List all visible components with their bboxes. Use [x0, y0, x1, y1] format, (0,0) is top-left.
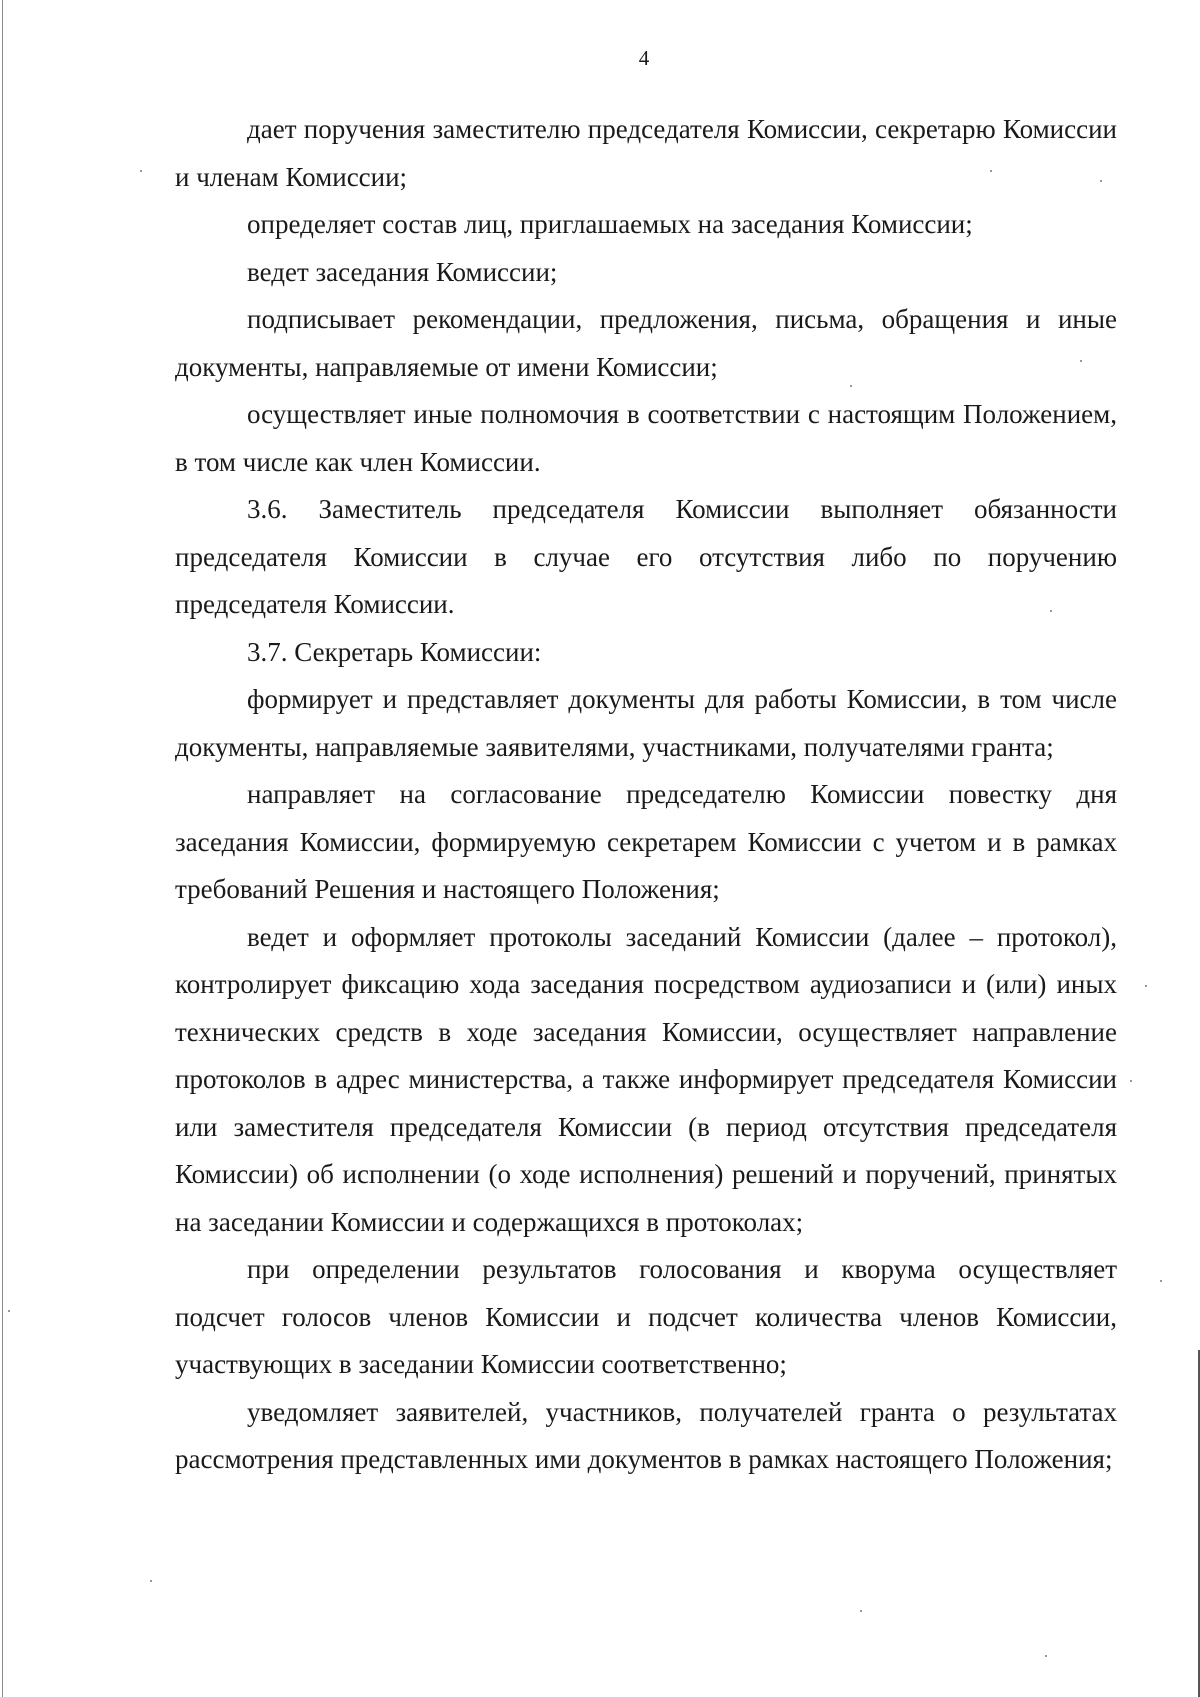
- paragraph: при определении результатов голосования и кворума осуществляет подсчет голосов членов Комиссии и подсчет количества членов Комиссии, участвующих в заседании Комиссии соответственно;: [175, 1254, 1117, 1379]
- paragraph: дает поручения заместителю председателя Комиссии, секретарю Комиссии и членам Комиссии;: [175, 114, 1117, 192]
- scan-speck: [860, 1610, 862, 1612]
- document-body: [175, 106, 1117, 1484]
- scan-speck: [140, 170, 142, 172]
- paragraph: уведомляет заявителей, участников, получателей гранта о результатах рассмотрения представленных ими документов в рамках настоящего Положения;: [175, 1396, 1117, 1474]
- scan-speck: [8, 1310, 10, 1312]
- scan-speck: [990, 170, 992, 172]
- paragraph: формирует и представляет документы для работы Комиссии, в том числе документы, направляемые заявителями, участниками, получателями гранта;: [175, 684, 1117, 762]
- paragraph-section-3-7: 3.7. Секретарь Комиссии:: [247, 636, 542, 667]
- paragraph: подписывает рекомендации, предложения, письма, обращения и иные документы, направляемые от имени Комиссии;: [175, 304, 1117, 382]
- scan-speck: [1160, 1280, 1162, 1282]
- scan-speck: [850, 385, 852, 387]
- scan-speck: [1100, 180, 1102, 182]
- scan-speck: [1145, 985, 1147, 987]
- paragraph: направляет на согласование председателю Комиссии повестку дня заседания Комиссии, формируемую секретарем Комиссии с учетом и в рамках требований Решения и настоящего Положения;: [175, 779, 1117, 904]
- paragraph-section-3-6: 3.6. Заместитель председателя Комиссии выполняет обязанности председателя Комиссии в случае его отсутствия либо по поручению председателя Комиссии.: [175, 494, 1117, 619]
- page-number: 4: [638, 46, 650, 70]
- paragraph: определяет состав лиц, приглашаемых на заседания Комиссии;: [247, 209, 973, 239]
- scan-speck: [1080, 360, 1082, 362]
- paragraph: ведет заседания Комиссии;: [247, 256, 558, 287]
- scan-speck: [1130, 1080, 1132, 1082]
- paragraph: осуществляет иные полномочия в соответствии с настоящим Положением, в том числе как член Комиссии.: [175, 399, 1117, 477]
- scan-speck: [1050, 610, 1052, 612]
- scan-speck: [1045, 1655, 1047, 1657]
- page-left-edge: [2, 0, 3, 1697]
- paragraph: ведет и оформляет протоколы заседаний Комиссии (далее – протокол), контролирует фиксацию хода заседания посредством аудиозаписи и (или) иных технических средств в ходе заседания Комиссии, осуществляет направление протоколов в адрес министерства, а также информирует председателя Комиссии или заместителя председателя Комиссии (в период отсутствия председателя Комиссии) об исполнении (о ходе исполнения) решений и поручений, принятых на заседании Комиссии и содержащихся в протоколах;: [175, 921, 1117, 1237]
- scan-speck: [150, 1580, 152, 1582]
